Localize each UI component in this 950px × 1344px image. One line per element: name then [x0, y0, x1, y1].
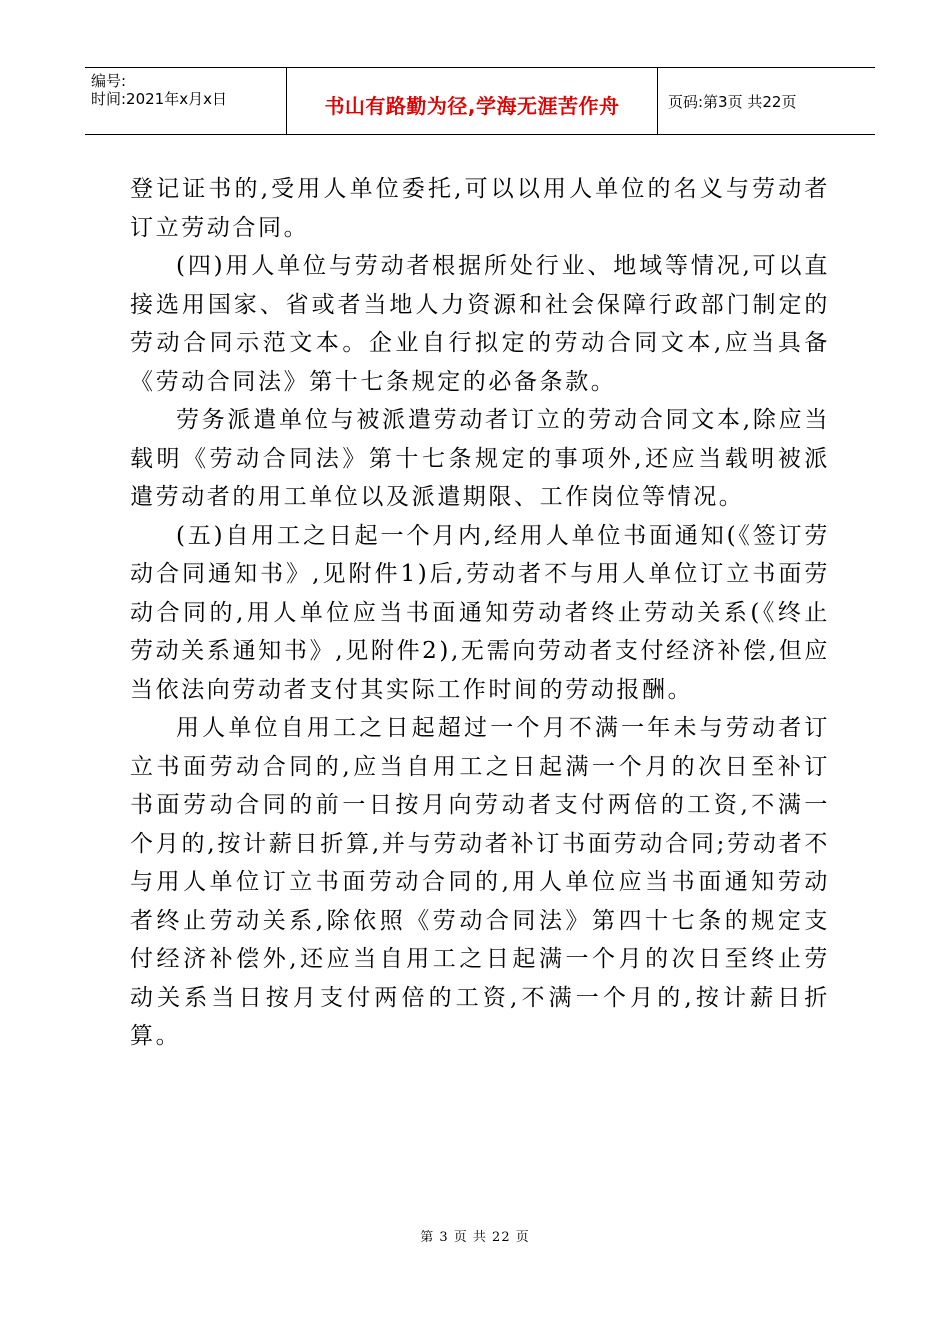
header-motto-cell: [286, 68, 658, 134]
header-motto: 书山有路勤为径,学海无涯苦作舟: [324, 93, 620, 118]
header-page-cell: [658, 68, 875, 134]
paragraph-item-4: (四)用人单位与劳动者根据所处行业、地域等情况,可以直接选用国家、省或者当地人力资源和社会保障行政部门制定的劳动合同示范文本。企业自行拟定的劳动合同文本,应当具备《劳动合同法》第十七条规定的必备条款。: [130, 253, 830, 395]
page-footer: 第 3 页 共 22 页: [420, 1230, 530, 1245]
document-date-label: 时间:2021年x月x日: [91, 90, 227, 108]
header-meta-cell: [85, 68, 286, 134]
page-header: [85, 67, 875, 135]
document-body: [130, 170, 830, 1056]
paragraph-continuation: 登记证书的,受用人单位委托,可以以用人单位的名义与劳动者订立劳动合同。: [130, 176, 830, 241]
paragraph-dispatch: 劳务派遣单位与被派遣劳动者订立的劳动合同文本,除应当载明《劳动合同法》第十七条规定的事项外,还应当载明被派遣劳动者的用工单位以及派遣期限、工作岗位等情况。: [130, 407, 830, 510]
paragraph-double-wage: 用人单位自用工之日起超过一个月不满一年未与劳动者订立书面劳动合同的,应当自用工之日起满一个月的次日至补订书面劳动合同的前一日按月向劳动者支付两倍的工资,不满一个月的,按计薪日折算,并与劳动者补订书面劳动合同;劳动者不与用人单位订立书面劳动合同的,用人单位应当书面通知劳动者终止劳动关系,除依照《劳动合同法》第四十七条的规定支付经济补偿外,还应当自用工之日起满一个月的次日至终止劳动关系当日按月支付两倍的工资,不满一个月的,按计薪日折算。: [130, 715, 830, 1049]
document-number-label: 编号:: [91, 72, 127, 90]
header-page-info: 页码:第3页 共22页: [668, 92, 797, 111]
paragraph-item-5: (五)自用工之日起一个月内,经用人单位书面通知(《签订劳动合同通知书》,见附件1)后,劳动者不与用人单位订立书面劳动合同的,用人单位应当书面通知劳动者终止劳动关系(《终止劳动关系通知书》,见附件2),无需向劳动者支付经济补偿,但应当依法向劳动者支付其实际工作时间的劳动报酬。: [130, 522, 830, 703]
